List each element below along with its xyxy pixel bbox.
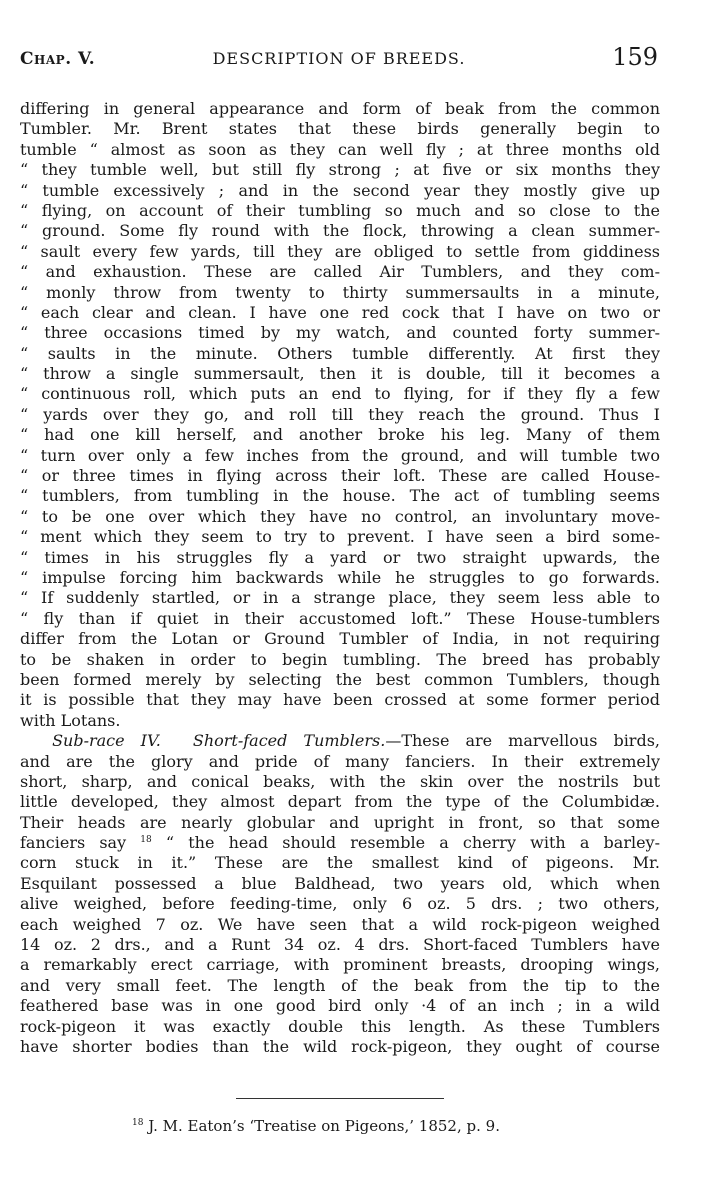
text-line: “ to be one over which they have no control, an involuntary move- xyxy=(20,506,660,526)
text-line: feathered base was in one good bird only ·4 of an inch ; in a wild xyxy=(20,996,660,1016)
text-line: tumble “ almost as soon as they can well fly ; at three months old xyxy=(20,139,660,159)
footnote-reference: 18 xyxy=(140,835,152,846)
text-line: Their heads are nearly globular and upright in front, so that some xyxy=(20,812,660,832)
text-line: differing in general appearance and form of beak from the common xyxy=(20,99,660,118)
text-line: “ ment which they seem to try to prevent. I have seen a bird some- xyxy=(20,527,660,547)
footnote-number: 18 xyxy=(132,1118,144,1128)
subrace-label: Sub-race IV. xyxy=(52,731,161,751)
text-line: Tumbler. Mr. Brent states that these birds generally begin to xyxy=(20,119,660,139)
text-line: been formed merely by selecting the best common Tumblers, though xyxy=(20,669,660,689)
footnote xyxy=(132,1117,500,1135)
body-text xyxy=(20,99,660,1057)
text-line: “ ground. Some fly round with the flock, throwing a clean summer- xyxy=(20,221,660,241)
text-line: “ monly throw from twenty to thirty summersaults in a minute, xyxy=(20,282,660,302)
text-line: corn stuck in it.” These are the smallest kind of pigeons. Mr. xyxy=(20,853,660,873)
text-line: “ they tumble well, but still fly strong ; at five or six months they xyxy=(20,160,660,180)
text-line: “ or three times in flying across their loft. These are called House- xyxy=(20,466,660,486)
text-line: 14 oz. 2 drs., and a Runt 34 oz. 4 drs. Short-faced Tumblers have xyxy=(20,935,660,955)
paragraph-air-tumblers xyxy=(20,99,660,731)
footnote-divider xyxy=(236,1098,444,1099)
text-line: alive weighed, before feeding-time, only 6 oz. 5 drs. ; two others, xyxy=(20,894,660,914)
text-line: “ tumblers, from tumbling in the house. The act of tumbling seems xyxy=(20,486,660,506)
text-line: and are the glory and pride of many fanciers. In their extremely xyxy=(20,751,660,771)
text-line: short, sharp, and conical beaks, with the skin over the nostrils but xyxy=(20,771,660,791)
text-line: “ saults in the minute. Others tumble differently. At first they xyxy=(20,343,660,363)
paragraph-short-faced-tumblers xyxy=(20,731,660,1057)
text-line: “ flying, on account of their tumbling so much and so close to the xyxy=(20,200,660,220)
text-line: Esquilant possessed a blue Baldhead, two years old, which when xyxy=(20,873,660,893)
text-line: “ times in his struggles fly a yard or two straight upwards, the xyxy=(20,547,660,567)
text-line xyxy=(20,731,660,751)
text-line: it is possible that they may have been crossed at some former period xyxy=(20,690,660,710)
text-line: “ had one kill herself, and another broke his leg. Many of them xyxy=(20,425,660,445)
text-line: “ If suddenly startled, or in a strange place, they seem less able to xyxy=(20,588,660,608)
text-line: “ fly than if quiet in their accustomed loft.” These House-tumblers xyxy=(20,608,660,628)
text-line: fanciers say $^{18}$ “ the head should resemble a cherry with a barley- xyxy=(20,833,660,853)
text-line: each weighed 7 oz. We have seen that a wild rock-pigeon weighed xyxy=(20,914,660,934)
text-line: little developed, they almost depart from the type of the Columbidæ. xyxy=(20,792,660,812)
text-line: and very small feet. The length of the beak from the tip to the xyxy=(20,975,660,995)
text-line: a remarkably erect carriage, with prominent breasts, drooping wings, xyxy=(20,955,660,975)
text-line: with Lotans. xyxy=(20,710,121,730)
text-line: “ and exhaustion. These are called Air Tumblers, and they com- xyxy=(20,262,660,282)
footnote-text: J. M. Eaton’s ‘Treatise on Pigeons,’ 1852, p. 9. xyxy=(143,1117,500,1135)
text-line: “ impulse forcing him backwards while he struggles to go forwards. xyxy=(20,567,660,587)
page-title: DESCRIPTION OF BREEDS. xyxy=(212,49,466,68)
text-line: have shorter bodies than the wild rock-pigeon, they ought of course xyxy=(20,1036,660,1056)
text-line: “ sault every few yards, till they are obliged to settle from giddiness xyxy=(20,241,660,261)
subrace-first-line: —These are marvellous birds, xyxy=(385,731,660,751)
text-line: “ yards over they go, and roll till they reach the ground. Thus I xyxy=(20,404,660,424)
text-line: “ continuous roll, which puts an end to flying, for if they fly a few xyxy=(20,384,660,404)
page-number: 159 xyxy=(612,43,658,71)
text-line: “ tumble excessively ; and in the second year they mostly give up xyxy=(20,180,660,200)
text-line: to be shaken in order to begin tumbling. The breed has probably xyxy=(20,649,660,669)
text-line: “ three occasions timed by my watch, and counted forty summer- xyxy=(20,323,660,343)
subrace-title: Short-faced Tumblers. xyxy=(192,731,386,751)
chapter-label: Chap. V. xyxy=(20,49,96,69)
text-line: differ from the Lotan or Ground Tumbler of India, in not requiring xyxy=(20,629,660,649)
text-line: rock-pigeon it was exactly double this length. As these Tumblers xyxy=(20,1016,660,1036)
running-head xyxy=(20,43,658,77)
text-line: “ each clear and clean. I have one red cock that I have on two or xyxy=(20,302,660,322)
text-line: “ turn over only a few inches from the ground, and will tumble two xyxy=(20,445,660,465)
text-line: “ throw a single summersault, then it is double, till it becomes a xyxy=(20,364,660,384)
